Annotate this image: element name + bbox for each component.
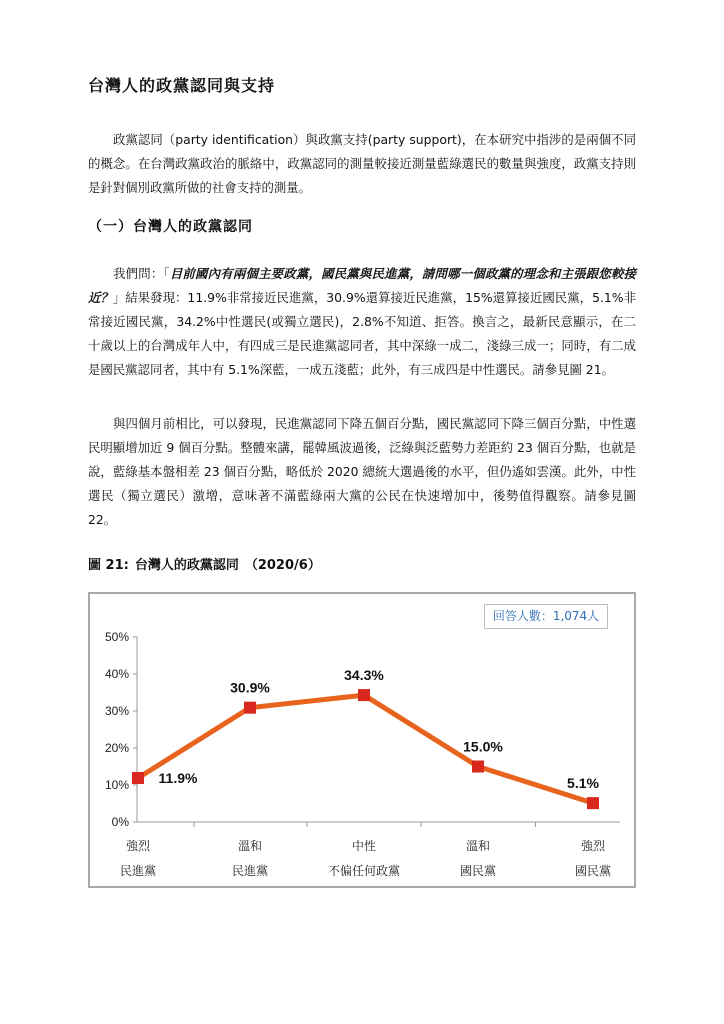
intro-paragraph: 政黨認同（party identification）與政黨支持(party support)，在本研究中指涉的是兩個不同的概念。在台灣政黨政治的脈絡中，政黨認同的測量較接近測量藍綠選民的數量與強度，政黨支持則是針對個別政黨所做的社會支持的測量。 xyxy=(88,132,636,195)
data-point xyxy=(472,761,484,773)
x-category-label: 中性 xyxy=(351,839,377,853)
x-category-label: 民進黨 xyxy=(231,864,269,878)
figure-date: （2020/6） xyxy=(244,558,321,573)
y-tick-label: 40% xyxy=(104,667,129,681)
data-point xyxy=(244,702,256,714)
survey-question: 目前國內有兩個主要政黨，國民黨與民進黨，請問哪一個政黨的理念和主張跟您較接近？ xyxy=(88,266,636,305)
y-tick-label: 0% xyxy=(111,815,129,829)
finding-paragraph xyxy=(88,262,636,382)
finding-text: 」結果發現：11.9%非常接近民進黨，30.9%還算接近民進黨，15%還算接近國民黨，5.1%非常接近國民黨，34.2%中性選民(或獨立選民)，2.8%不知道、拒答。換言之，最新民意顯示，在二十歲以上的台灣成年人中，有四成三是民進黨認同者，其中深綠一成二，淺綠三成一；同時，有二成是國民黨認同者，其中有 5.1%深藍，一成五淺藍；此外，有三成四是中性選民。請參見圖 21。 xyxy=(88,290,636,377)
figure-label: 圖 21: xyxy=(88,558,129,573)
x-category-label: 民進黨 xyxy=(119,864,157,878)
x-category-label: 溫和 xyxy=(237,839,263,853)
data-label: 11.9% xyxy=(158,769,198,786)
data-point xyxy=(358,689,370,701)
section-heading: （一）台灣人的政黨認同 xyxy=(88,219,253,235)
x-category-label: 強烈 xyxy=(580,839,606,853)
data-label: 30.9% xyxy=(230,679,270,696)
data-point xyxy=(587,797,599,809)
x-category-label: 國民黨 xyxy=(459,864,497,878)
x-category-label: 不偏任何政黨 xyxy=(327,864,401,878)
party-identification-chart xyxy=(90,594,634,886)
respondents-box: 回答人數：1,074人 xyxy=(484,604,608,629)
y-tick-label: 30% xyxy=(104,704,129,718)
x-category-label: 溫和 xyxy=(465,839,491,853)
y-tick-label: 50% xyxy=(104,630,129,644)
question-prefix: 我們問：「 xyxy=(113,266,170,281)
comparison-paragraph: 與四個月前相比，可以發現，民進黨認同下降五個百分點，國民黨認同下降三個百分點，中性選民明顯增加近 9 個百分點。整體來講，罷韓風波過後，泛綠與泛藍勢力差距約 23 個百分點，也就是說，藍綠基本盤相差 23 個百分點，略低於 2020 總統大選過後的水平，但仍遙如雲漢。此外，中性選民（獨立選民）激增，意味著不滿藍綠兩大黨的公民在快速增加中，後勢值得觀察。請參見圖 22。 xyxy=(88,416,636,527)
data-label: 34.3% xyxy=(344,667,384,684)
page-title: 台灣人的政黨認同與支持 xyxy=(88,76,276,95)
x-category-label: 國民黨 xyxy=(574,864,612,878)
chart-container xyxy=(88,592,636,888)
x-category-label: 強烈 xyxy=(125,839,151,853)
y-tick-label: 10% xyxy=(104,778,129,792)
y-tick-label: 20% xyxy=(104,741,129,755)
data-label: 15.0% xyxy=(463,738,503,755)
figure-caption-text: 台灣人的政黨認同 xyxy=(134,558,239,573)
data-label: 5.1% xyxy=(567,775,599,792)
figure-caption xyxy=(88,554,327,573)
data-point xyxy=(132,772,144,784)
series-line xyxy=(138,695,593,803)
